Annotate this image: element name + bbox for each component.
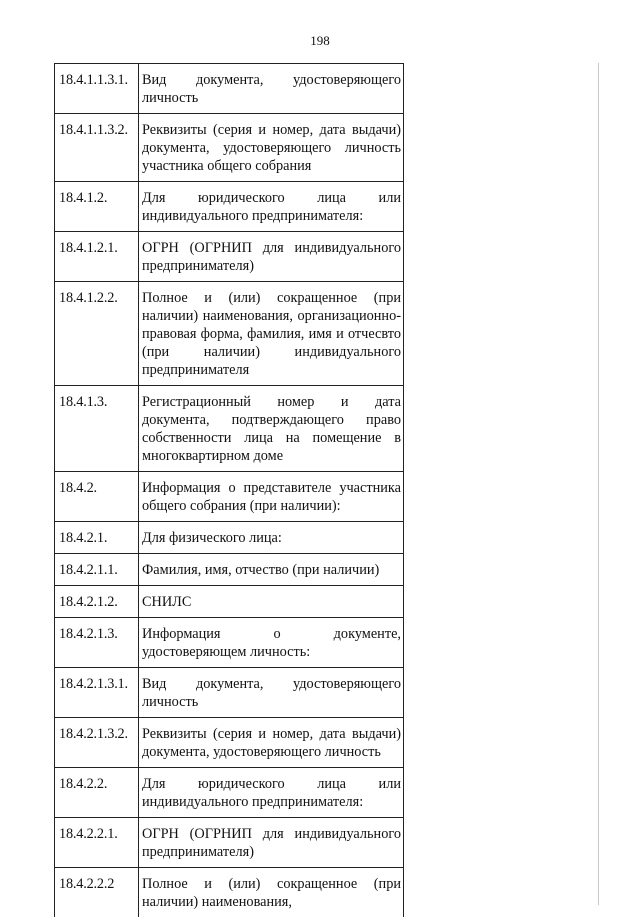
row-code: 18.4.2.1.1. [55,554,139,586]
table-row [55,232,404,282]
row-text: Реквизиты (серия и номер, дата выдачи) документа, удостоверяющего личность участника общего собрания [139,114,404,182]
row-code: 18.4.1.3. [55,386,139,472]
row-code: 18.4.1.1.3.1. [55,64,139,114]
row-code: 18.4.2. [55,472,139,522]
row-text: Полное и (или) сокращенное (при наличии) наименования, организационно-правовая форма, фамилия, имя и отчесвто (при наличии) индивидуального предпринимателя [139,282,404,386]
row-text: СНИЛС [139,586,404,618]
row-text: Информация о документе, удостоверяющем личность: [139,618,404,668]
row-text: Регистрационный номер и дата документа, подтверждающего право собственности лица на помещение в многоквартирном доме [139,386,404,472]
row-text: Вид документа, удостоверяющего личность [139,64,404,114]
row-text: Информация о представителе участника общего собрания (при наличии): [139,472,404,522]
table-row [55,64,404,114]
table-row [55,768,404,818]
table-row [55,586,404,618]
table-row [55,668,404,718]
table-row [55,718,404,768]
row-text: Для юридического лица или индивидуального предпринимателя: [139,768,404,818]
row-code: 18.4.2.2. [55,768,139,818]
row-text: Для физического лица: [139,522,404,554]
row-text: Реквизиты (серия и номер, дата выдачи) документа, удостоверяющего личность [139,718,404,768]
table-row [55,554,404,586]
row-text: ОГРН (ОГРНИП для индивидуального предпринимателя) [139,818,404,868]
row-code: 18.4.1.2. [55,182,139,232]
table-row [55,868,404,918]
scan-edge-line [598,63,599,905]
table-row [55,386,404,472]
row-code: 18.4.2.1.2. [55,586,139,618]
table-row [55,522,404,554]
row-text: Фамилия, имя, отчество (при наличии) [139,554,404,586]
table-row [55,618,404,668]
page-number: 198 [310,33,330,48]
document-table [54,63,404,917]
row-code: 18.4.2.1.3. [55,618,139,668]
row-text: Полное и (или) сокращенное (при наличии) наименования, [139,868,404,918]
row-text: Для юридического лица или индивидуального предпринимателя: [139,182,404,232]
row-code: 18.4.2.2.2 [55,868,139,918]
row-code: 18.4.1.1.3.2. [55,114,139,182]
row-text: ОГРН (ОГРНИП для индивидуального предпринимателя) [139,232,404,282]
table-row [55,818,404,868]
row-code: 18.4.1.2.2. [55,282,139,386]
table-row [55,114,404,182]
table-row [55,182,404,232]
row-code: 18.4.2.1. [55,522,139,554]
row-code: 18.4.2.1.3.2. [55,718,139,768]
row-text: Вид документа, удостоверяющего личность [139,668,404,718]
table-row [55,282,404,386]
row-code: 18.4.1.2.1. [55,232,139,282]
row-code: 18.4.2.2.1. [55,818,139,868]
table-row [55,472,404,522]
row-code: 18.4.2.1.3.1. [55,668,139,718]
